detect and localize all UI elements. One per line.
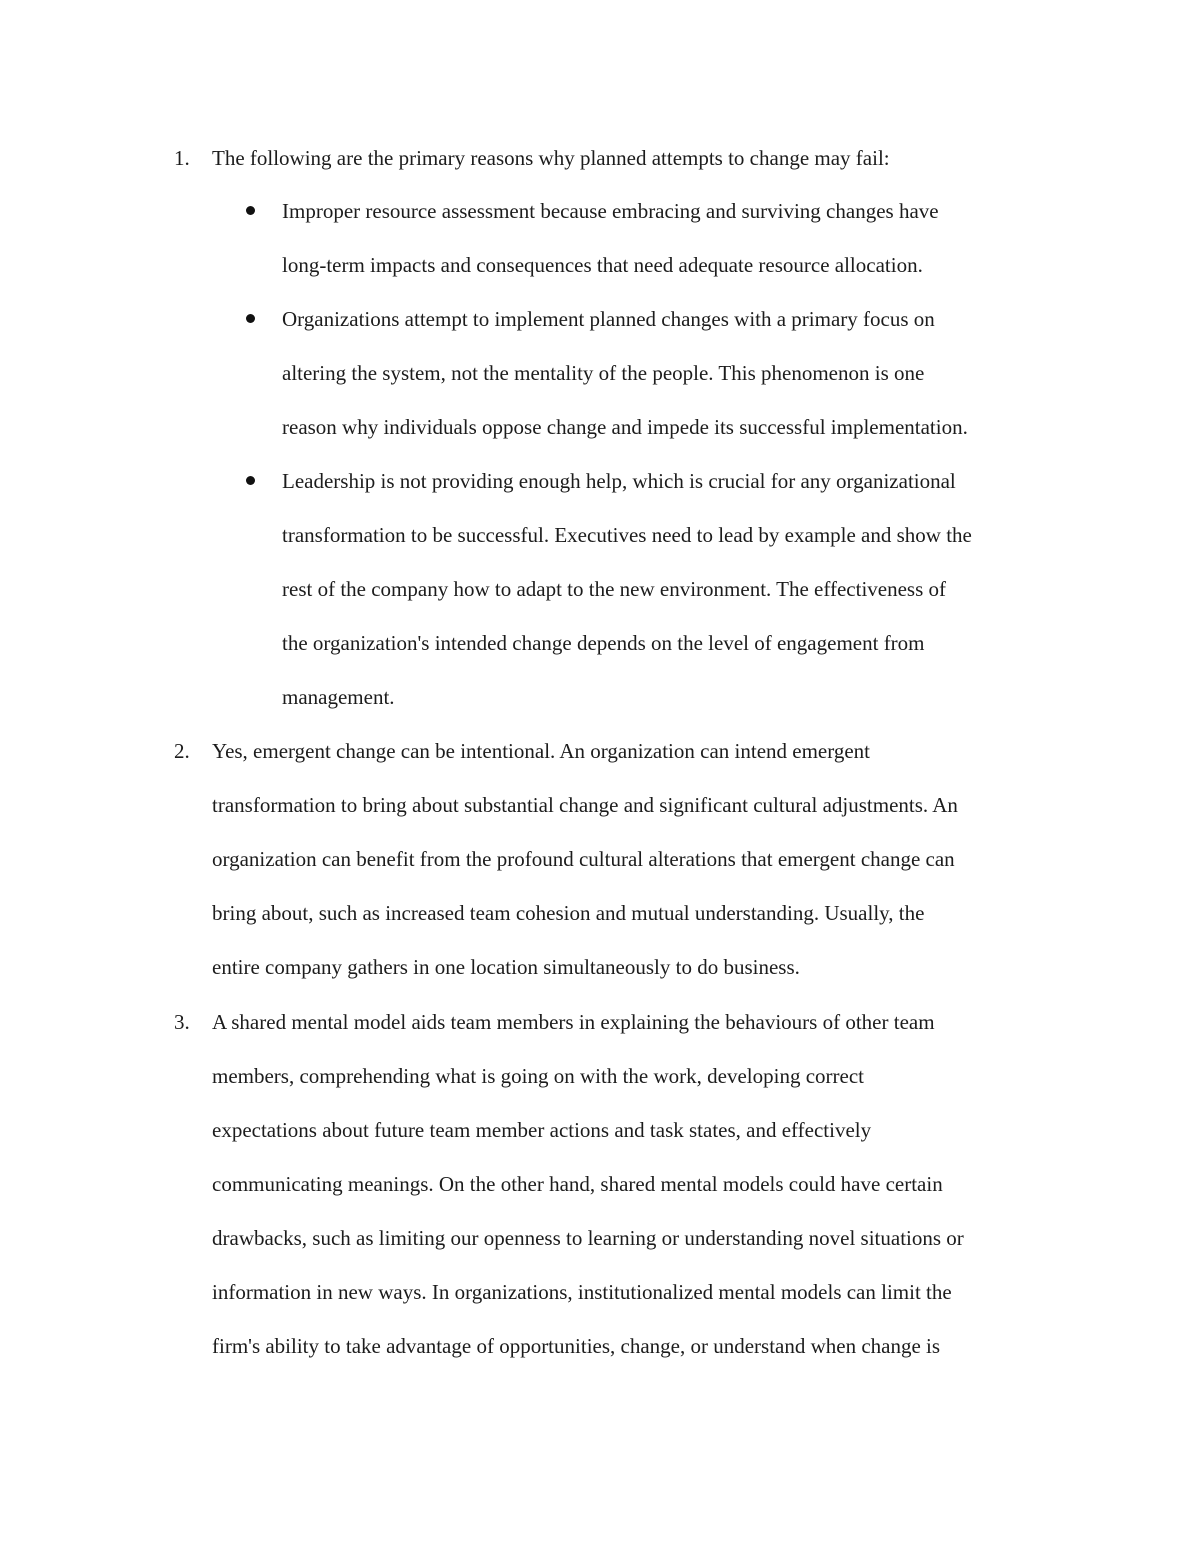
bullet-2-line-2: altering the system, not the mentality of the people. This phenomenon is one — [282, 361, 925, 385]
list-number-2: 2. — [174, 739, 190, 763]
bullet-icon — [246, 314, 255, 323]
bullet-icon — [246, 206, 255, 215]
item-3-line-2: members, comprehending what is going on with the work, developing correct — [212, 1064, 865, 1088]
item-2-line-3: organization can benefit from the profound cultural alterations that emergent change can — [212, 847, 955, 871]
bullet-3-line-2: transformation to be successful. Executives need to lead by example and show the — [282, 523, 972, 547]
item-2-line-4: bring about, such as increased team cohesion and mutual understanding. Usually, the — [212, 901, 925, 925]
bullet-3-line-5: management. — [282, 685, 395, 709]
bullet-3-line-4: the organization's intended change depends on the level of engagement from — [282, 631, 925, 655]
item-3-line-1: A shared mental model aids team members in explaining the behaviours of other team — [212, 1010, 935, 1034]
bullet-2-line-3: reason why individuals oppose change and impede its successful implementation. — [282, 415, 968, 439]
bullet-3-line-1: Leadership is not providing enough help, which is crucial for any organizational — [282, 469, 956, 493]
item-3-line-3: expectations about future team member actions and task states, and effectively — [212, 1118, 872, 1142]
item-1-line-1: The following are the primary reasons why planned attempts to change may fail: — [212, 146, 890, 170]
bullet-1-line-2: long-term impacts and consequences that need adequate resource allocation. — [282, 253, 923, 277]
list-number-1: 1. — [174, 146, 190, 170]
item-3-line-6: information in new ways. In organizations, institutionalized mental models can limit the — [212, 1280, 952, 1304]
bullet-2-line-1: Organizations attempt to implement planned changes with a primary focus on — [282, 307, 935, 331]
item-2-line-1: Yes, emergent change can be intentional. An organization can intend emergent — [212, 739, 871, 763]
list-number-3: 3. — [174, 1010, 190, 1034]
item-3-line-5: drawbacks, such as limiting our openness to learning or understanding novel situations or — [212, 1226, 964, 1250]
item-2-line-5: entire company gathers in one location simultaneously to do business. — [212, 955, 800, 979]
item-3-line-7: firm's ability to take advantage of opportunities, change, or understand when change is — [212, 1334, 941, 1358]
item-3-line-4: communicating meanings. On the other hand, shared mental models could have certain — [212, 1172, 943, 1196]
item-2-line-2: transformation to bring about substantial change and significant cultural adjustments. An — [212, 793, 958, 817]
bullet-3-line-3: rest of the company how to adapt to the new environment. The effectiveness of — [282, 577, 947, 601]
bullet-1-line-1: Improper resource assessment because embracing and surviving changes have — [282, 199, 939, 223]
bullet-icon — [246, 476, 255, 485]
